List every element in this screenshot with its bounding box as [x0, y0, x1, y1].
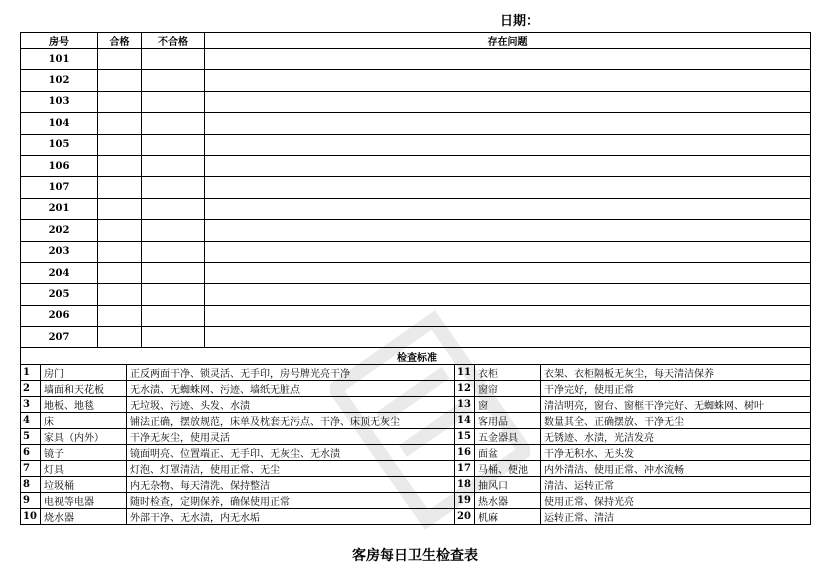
- issues-cell[interactable]: [205, 113, 811, 134]
- fail-cell[interactable]: [142, 284, 205, 305]
- standards-table: [20, 347, 811, 525]
- standard-number: 17: [455, 461, 475, 477]
- standard-number: 6: [21, 445, 41, 461]
- room-row: [21, 91, 811, 112]
- room-number: 202: [21, 220, 98, 241]
- fail-cell[interactable]: [142, 177, 205, 198]
- standard-number: 3: [21, 397, 41, 413]
- issues-cell[interactable]: [205, 155, 811, 176]
- standard-number: 2: [21, 381, 41, 397]
- issues-cell[interactable]: [205, 91, 811, 112]
- room-number: 101: [21, 49, 98, 70]
- header-pass: 合格: [98, 33, 142, 49]
- header-issues: 存在问题: [205, 33, 811, 49]
- standard-row: [21, 365, 811, 381]
- standard-item: 烧水器: [41, 509, 127, 525]
- standard-row: [21, 413, 811, 429]
- standard-number: 1: [21, 365, 41, 381]
- standard-row: [21, 397, 811, 413]
- standard-row: [21, 461, 811, 477]
- standard-row: [21, 429, 811, 445]
- fail-cell[interactable]: [142, 305, 205, 326]
- standard-item: 客用品: [475, 413, 541, 429]
- room-number: 106: [21, 155, 98, 176]
- standard-description: 无锈迹、水渍，光洁发亮: [541, 429, 811, 445]
- standard-description: 内外清洁、使用正常、冲水流畅: [541, 461, 811, 477]
- fail-cell[interactable]: [142, 241, 205, 262]
- standards-title: 检查标准: [21, 348, 811, 365]
- header-room-number: 房号: [21, 33, 98, 49]
- standard-item: 灯具: [41, 461, 127, 477]
- header-fail: 不合格: [142, 33, 205, 49]
- pass-cell[interactable]: [98, 134, 142, 155]
- fail-cell[interactable]: [142, 70, 205, 91]
- issues-cell[interactable]: [205, 49, 811, 70]
- room-number: 207: [21, 327, 98, 348]
- fail-cell[interactable]: [142, 134, 205, 155]
- pass-cell[interactable]: [98, 305, 142, 326]
- standard-description: 无水渍、无蜘蛛网、污迹、墙纸无脏点: [127, 381, 455, 397]
- room-row: [21, 327, 811, 348]
- room-row: [21, 155, 811, 176]
- room-table-header: [21, 33, 811, 49]
- standard-number: 8: [21, 477, 41, 493]
- issues-cell[interactable]: [205, 220, 811, 241]
- date-label: 日期：: [500, 14, 540, 29]
- room-number: 205: [21, 284, 98, 305]
- room-row: [21, 198, 811, 219]
- standard-number: 5: [21, 429, 41, 445]
- standard-description: 干净无积水、无头发: [541, 445, 811, 461]
- standard-item: 墙面和天花板: [41, 381, 127, 397]
- standard-item: 马桶、便池: [475, 461, 541, 477]
- standard-number: 10: [21, 509, 41, 525]
- issues-cell[interactable]: [205, 70, 811, 91]
- room-row: [21, 134, 811, 155]
- issues-cell[interactable]: [205, 305, 811, 326]
- pass-cell[interactable]: [98, 241, 142, 262]
- standard-description: 随时检查，定期保养，确保使用正常: [127, 493, 455, 509]
- pass-cell[interactable]: [98, 284, 142, 305]
- standard-item: 窗帘: [475, 381, 541, 397]
- room-row: [21, 241, 811, 262]
- fail-cell[interactable]: [142, 91, 205, 112]
- fail-cell[interactable]: [142, 220, 205, 241]
- standard-description: 使用正常、保持光亮: [541, 493, 811, 509]
- issues-cell[interactable]: [205, 198, 811, 219]
- standard-item: 五金器具: [475, 429, 541, 445]
- standard-item: 地板、地毯: [41, 397, 127, 413]
- standard-description: 外部干净、无水渍，内无水垢: [127, 509, 455, 525]
- room-row: [21, 220, 811, 241]
- standard-description: 灯泡、灯罩清洁，使用正常、无尘: [127, 461, 455, 477]
- standard-item: 热水器: [475, 493, 541, 509]
- standard-description: 镜面明亮、位置端正、无手印、无灰尘、无水渍: [127, 445, 455, 461]
- standard-description: 内无杂物、每天清洗、保持整洁: [127, 477, 455, 493]
- room-row: [21, 113, 811, 134]
- pass-cell[interactable]: [98, 91, 142, 112]
- room-number: 206: [21, 305, 98, 326]
- fail-cell[interactable]: [142, 262, 205, 283]
- issues-cell[interactable]: [205, 241, 811, 262]
- standard-number: 15: [455, 429, 475, 445]
- fail-cell[interactable]: [142, 113, 205, 134]
- standard-description: 清洁、运转正常: [541, 477, 811, 493]
- page-caption: 客房每日卫生检查表: [352, 548, 478, 564]
- standard-description: 无垃圾、污迹、头发、水渍: [127, 397, 455, 413]
- standard-description: 铺法正确，摆放规范，床单及枕套无污点、干净、床顶无灰尘: [127, 413, 455, 429]
- standard-number: 7: [21, 461, 41, 477]
- standard-number: 14: [455, 413, 475, 429]
- standard-item: 抽风口: [475, 477, 541, 493]
- room-inspection-table: [20, 32, 811, 348]
- pass-cell[interactable]: [98, 327, 142, 348]
- issues-cell[interactable]: [205, 327, 811, 348]
- standard-row: [21, 509, 811, 525]
- standard-row: [21, 445, 811, 461]
- standard-number: 20: [455, 509, 475, 525]
- standard-item: 面盆: [475, 445, 541, 461]
- standard-number: 18: [455, 477, 475, 493]
- standard-number: 9: [21, 493, 41, 509]
- room-number: 103: [21, 91, 98, 112]
- standard-item: 床: [41, 413, 127, 429]
- room-row: [21, 49, 811, 70]
- standard-item: 衣柜: [475, 365, 541, 381]
- standard-item: 窗: [475, 397, 541, 413]
- standard-description: 干净无灰尘，使用灵活: [127, 429, 455, 445]
- room-number: 102: [21, 70, 98, 91]
- fail-cell[interactable]: [142, 155, 205, 176]
- standard-item: 垃圾桶: [41, 477, 127, 493]
- standard-item: 电视等电器: [41, 493, 127, 509]
- room-number: 107: [21, 177, 98, 198]
- standard-number: 19: [455, 493, 475, 509]
- room-row: [21, 70, 811, 91]
- room-number: 203: [21, 241, 98, 262]
- standard-description: 清洁明亮，窗台、窗框干净完好、无蜘蛛网、树叶: [541, 397, 811, 413]
- room-row: [21, 284, 811, 305]
- room-row: [21, 305, 811, 326]
- room-number: 105: [21, 134, 98, 155]
- room-number: 201: [21, 198, 98, 219]
- standard-description: 数量其全、正确摆放、干净无尘: [541, 413, 811, 429]
- standard-number: 12: [455, 381, 475, 397]
- pass-cell[interactable]: [98, 220, 142, 241]
- standard-row: [21, 381, 811, 397]
- pass-cell[interactable]: [98, 155, 142, 176]
- standard-description: 正反两面干净、锁灵活、无手印，房号牌光亮干净: [127, 365, 455, 381]
- standard-number: 4: [21, 413, 41, 429]
- pass-cell[interactable]: [98, 198, 142, 219]
- standard-item: 机麻: [475, 509, 541, 525]
- standard-item: 房门: [41, 365, 127, 381]
- room-number: 104: [21, 113, 98, 134]
- pass-cell[interactable]: [98, 262, 142, 283]
- standard-row: [21, 477, 811, 493]
- room-row: [21, 177, 811, 198]
- standard-description: 衣架、衣柜隔板无灰尘，每天清洁保养: [541, 365, 811, 381]
- fail-cell[interactable]: [142, 327, 205, 348]
- pass-cell[interactable]: [98, 177, 142, 198]
- standard-description: 运转正常、清洁: [541, 509, 811, 525]
- standard-number: 16: [455, 445, 475, 461]
- pass-cell[interactable]: [98, 70, 142, 91]
- issues-cell[interactable]: [205, 284, 811, 305]
- issues-cell[interactable]: [205, 134, 811, 155]
- issues-cell[interactable]: [205, 177, 811, 198]
- standard-item: 镜子: [41, 445, 127, 461]
- room-number: 204: [21, 262, 98, 283]
- standard-number: 11: [455, 365, 475, 381]
- issues-cell[interactable]: [205, 262, 811, 283]
- room-row: [21, 262, 811, 283]
- pass-cell[interactable]: [98, 49, 142, 70]
- fail-cell[interactable]: [142, 198, 205, 219]
- standard-description: 干净完好，使用正常: [541, 381, 811, 397]
- pass-cell[interactable]: [98, 113, 142, 134]
- standard-row: [21, 493, 811, 509]
- standard-number: 13: [455, 397, 475, 413]
- fail-cell[interactable]: [142, 49, 205, 70]
- standard-item: 家具（内外）: [41, 429, 127, 445]
